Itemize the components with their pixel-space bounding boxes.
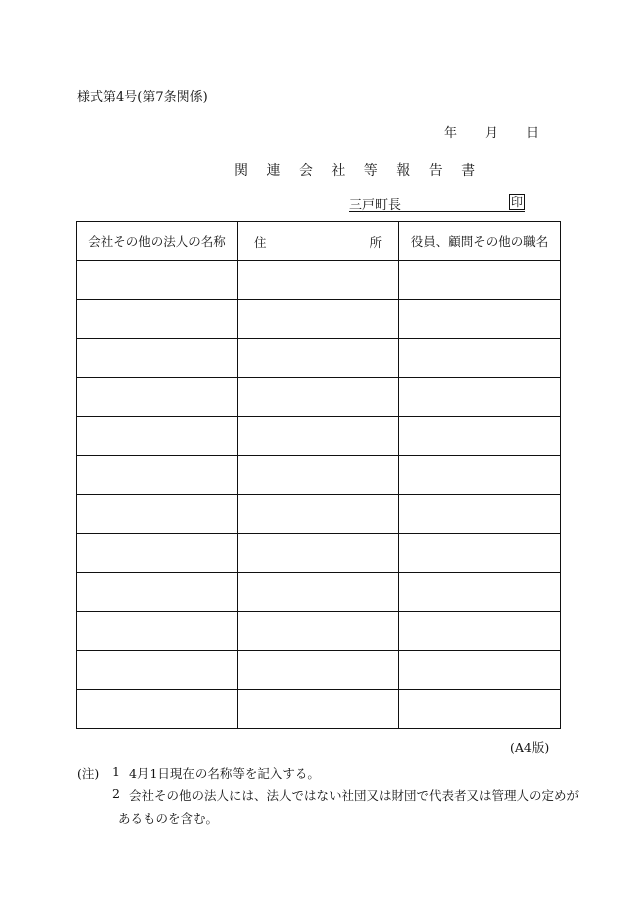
cell-address[interactable] [238,417,399,456]
cell-company-name[interactable] [77,690,238,729]
cell-role[interactable] [399,300,561,339]
addressee-name: 三戸町長 [349,198,402,213]
table-body [77,261,561,729]
date-year-label: 年 [444,126,458,141]
cell-role[interactable] [399,690,561,729]
cell-role[interactable] [399,417,561,456]
cell-address[interactable] [238,534,399,573]
table-row [77,261,561,300]
cell-company-name[interactable] [77,495,238,534]
cell-role[interactable] [399,339,561,378]
cell-role[interactable] [399,612,561,651]
cell-company-name[interactable] [77,573,238,612]
cell-company-name[interactable] [77,456,238,495]
note-2-number: 2 [112,786,120,801]
cell-company-name[interactable] [77,651,238,690]
date-line [444,122,539,141]
note-2-text: 会社その他の法人には、法人ではない社団又は財団で代表者又は管理人の定めが [129,788,580,803]
cell-company-name[interactable] [77,417,238,456]
cell-company-name[interactable] [77,300,238,339]
table-row [77,495,561,534]
table-row [77,300,561,339]
cell-role[interactable] [399,456,561,495]
table-header-row [77,222,561,261]
table-row [77,339,561,378]
table-row [77,612,561,651]
cell-company-name[interactable] [77,339,238,378]
addressee-line [349,194,525,212]
table-row [77,690,561,729]
cell-address[interactable] [238,300,399,339]
cell-address[interactable] [238,690,399,729]
cell-company-name[interactable] [77,612,238,651]
cell-company-name[interactable] [77,534,238,573]
cell-company-name[interactable] [77,378,238,417]
table-row [77,651,561,690]
table-row [77,456,561,495]
date-month-label: 月 [485,126,499,141]
header-company-name: 会社その他の法人の名称 [77,222,238,261]
cell-role[interactable] [399,261,561,300]
cell-address[interactable] [238,651,399,690]
cell-address[interactable] [238,378,399,417]
table-row [77,378,561,417]
header-address-right: 所 [369,235,382,250]
table-row [77,534,561,573]
table-row [77,417,561,456]
notes-label: (注) [77,766,100,781]
seal-mark: 印 [510,195,523,209]
paper-size-note: (A4版) [510,740,550,755]
table-row [77,573,561,612]
cell-address[interactable] [238,573,399,612]
cell-address[interactable] [238,339,399,378]
document-title: 関 連 会 社 等 報 告 書 [234,163,483,179]
header-address-left: 住 [254,235,267,250]
cell-address[interactable] [238,456,399,495]
cell-address[interactable] [238,495,399,534]
note-1-text: 4月1日現在の名称等を記入する。 [129,766,320,781]
cell-company-name[interactable] [77,261,238,300]
cell-address[interactable] [238,261,399,300]
report-table [76,221,561,729]
form-number: 様式第4号(第7条関係) [77,90,208,105]
note-2-continuation: あるものを含む。 [118,811,219,826]
note-1-number: 1 [112,764,120,779]
header-role: 役員、顧問その他の職名 [399,222,561,261]
cell-role[interactable] [399,495,561,534]
cell-role[interactable] [399,378,561,417]
cell-role[interactable] [399,573,561,612]
cell-role[interactable] [399,651,561,690]
date-day-label: 日 [526,126,540,141]
cell-role[interactable] [399,534,561,573]
cell-address[interactable] [238,612,399,651]
header-address [238,222,399,261]
